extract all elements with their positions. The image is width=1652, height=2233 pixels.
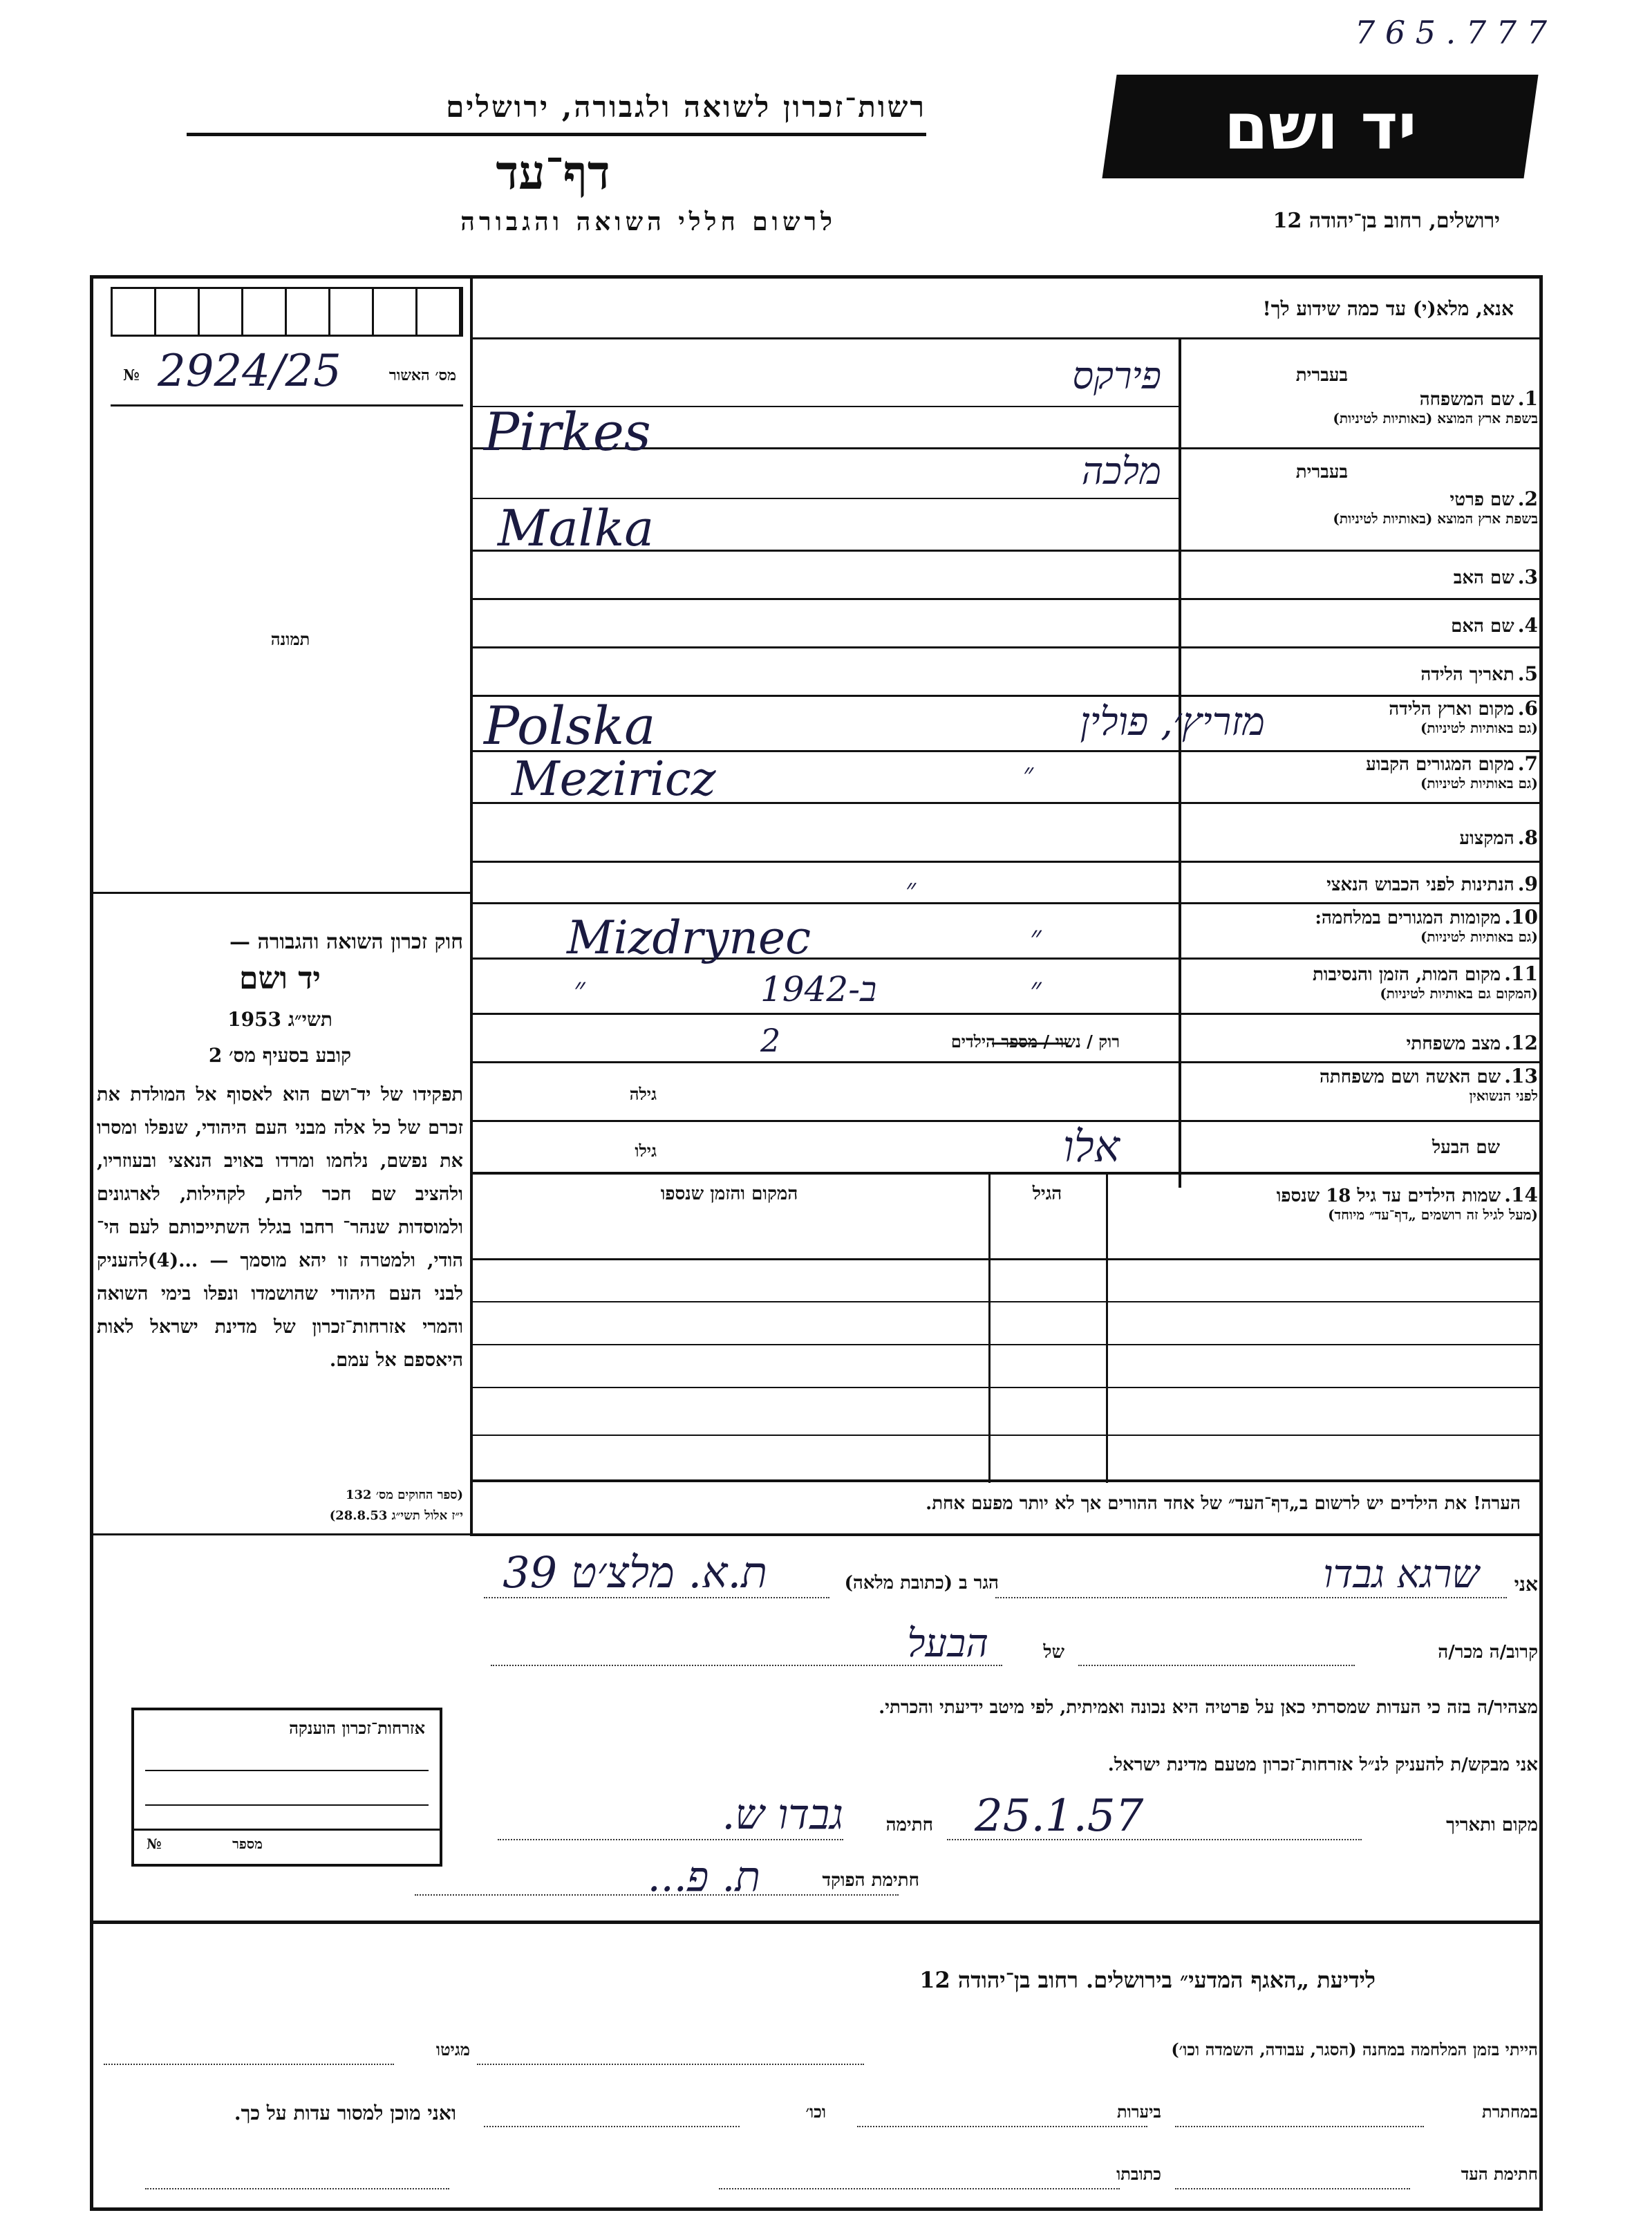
field-13-wife-age-label: גילה [629, 1084, 657, 1104]
field-husband-label-block [1154, 1137, 1500, 1158]
field-12-options: רוק / נשוי / מספר הילדים [950, 1031, 1120, 1052]
field-11-date: 1942-ב [760, 969, 877, 1009]
field-6-num: 6. [1517, 697, 1538, 720]
law-name: יד ושם [239, 961, 321, 996]
form-subtitle: לרשום חללי השואה והגבורה [460, 207, 836, 236]
footer-line2-dots-b [857, 2126, 1147, 2127]
field-6-label: מקום וארץ הלידה [1389, 699, 1514, 720]
footer-line1-dots-a [477, 2064, 864, 2065]
children-row-2 [470, 1344, 1541, 1345]
field-6-hebrew-value: מזריץ׳, פולין [1080, 700, 1265, 745]
instruction-underline [470, 337, 1541, 339]
field-5-label: תאריך הלידה [1420, 664, 1514, 685]
decl-signature-line [498, 1839, 843, 1840]
field-9-label-block [1192, 872, 1538, 895]
field-2-hebrew-value: מלכה [1081, 449, 1161, 493]
footer-line3-dots-a [1175, 2188, 1410, 2189]
field-12-strike [992, 1043, 1068, 1045]
field-10-label-block [1192, 906, 1538, 946]
field-1-latin-value: Pirkes [484, 401, 651, 463]
field-10-latin-value: Mizdrynec [567, 911, 811, 964]
footer-line2-c: וכו׳ [805, 2102, 826, 2122]
row-line-3 [470, 598, 1541, 600]
decl-place-date-label: מקום ותאריך [1446, 1815, 1538, 1835]
field-3-label: שם האב [1453, 568, 1514, 588]
decl-relative-line [1078, 1665, 1355, 1666]
decl-date-value: 25.1.57 [975, 1791, 1144, 1842]
field-7-latin-value: Meziricz [511, 752, 716, 807]
row-line-4 [470, 646, 1541, 648]
logo-text: יד ושם [1223, 89, 1417, 164]
field-12-label: מצב משפחתי [1406, 1034, 1501, 1054]
hebrew-subcol-1 [1179, 337, 1181, 407]
left-column-bottom [90, 1533, 470, 1535]
decl-address-value: ת.א. מלצ׳ט 39 [503, 1547, 767, 1598]
decl-relation-line [491, 1665, 1002, 1666]
footer-line1-dots-b [104, 2064, 394, 2065]
children-row-0 [470, 1258, 1541, 1260]
field-1-hebrew-value: פירקס [1072, 354, 1161, 398]
approval-underline [111, 404, 463, 407]
field-9-num: 9. [1517, 872, 1538, 895]
row-line-8 [470, 861, 1541, 863]
approval-grid [111, 287, 463, 337]
field-1-sub: בשפת ארץ המוצא (באותיות לטיניות) [1333, 410, 1538, 427]
footer-line2-d: ואני מוכן למסור עדות על כך. [234, 2102, 456, 2124]
footer-line3-dots-c [145, 2188, 449, 2189]
field-husband-value: אלו [1062, 1121, 1120, 1172]
remark: הערה! את הילדים יש לרשום ב„דף־העד״ של אחד ההורים אך לא יותר מפעם אחת. [926, 1493, 1521, 1514]
field-3-label-block [1192, 566, 1538, 588]
org-line: רשות־זכרון לשואה ולגבורה, ירושלים [446, 90, 926, 124]
children-col-2 [988, 1172, 991, 1483]
footer-line3-a: חתימת העד [1461, 2164, 1538, 2184]
children-note: (מעל לגיל זה רושמים „דף־עד״ מיוחד) [1328, 1206, 1538, 1223]
field-5-label-block [1192, 662, 1538, 685]
field-7-label: מקום המגורים הקבוע [1366, 754, 1514, 775]
photo-label: תמונה [270, 629, 310, 649]
field-13-label-block [1192, 1065, 1538, 1105]
field-1-label-block [1192, 387, 1538, 427]
field-2-latin-value: Malka [498, 499, 655, 557]
photo-bottom [90, 892, 470, 894]
field-13-label: שם האשה ושם משפחתה [1319, 1067, 1501, 1087]
field-11-num: 11. [1504, 962, 1538, 985]
decl-request: אני מבקש/ת להעניק לנ״ל אזרחות־זכרון מטעם מדינת ישראל. [1107, 1755, 1538, 1775]
footer-title: לידיעת „האגף המדעי״ בירושלים. רחוב בן־יהודה 12 [919, 1967, 1376, 1993]
decl-lives-label: הגר ב (כתובת מלאה) [844, 1573, 999, 1594]
field-4-num: 4. [1517, 614, 1538, 637]
children-num: 14. [1504, 1184, 1538, 1206]
field-9-label: הנתינות לפני הכבוש הנאצי [1326, 875, 1514, 895]
decl-signature-label: חתימה [885, 1815, 933, 1835]
children-title-block [1096, 1184, 1538, 1224]
field-10-sub: (גם באותיות לטיניות) [1420, 928, 1538, 945]
field-2-sub: בשפת ארץ המוצא (באותיות לטיניות) [1333, 510, 1538, 527]
row-line-11 [470, 1013, 1541, 1015]
law-source-2: י״ז אלול תשי״ג 28.8.53) [329, 1508, 463, 1523]
field-8-label-block [1192, 826, 1538, 849]
certificate-no: № [147, 1835, 162, 1852]
law-year: תשי״ג 1953 [227, 1008, 332, 1031]
certificate-title: אזרחות־זכרון הוענקה [289, 1718, 425, 1738]
footer-line1-a: הייתי בזמן המלחמה במחנה (הסגר, עבודה, השמדה וכו׳) [1171, 2039, 1538, 2059]
field-11-label: מקום המות, הזמן והנסיבות [1312, 964, 1501, 985]
field-10-label: מקומות המגורים במלחמה: [1315, 908, 1501, 928]
field-6-latin-value: Polska [484, 695, 656, 756]
law-text: תפקידו של יד־ושם הוא לאסוף אל המולדת את זכרם של כל אלה מבני העם היהודי, שנפלו ומסרו את נפשם, נלחמו ומרדו באויב הנאצי ובעוזריו, ולהציב שם חכר להם, לקהילות, לארגונים ולמוסדות שנהר־ רחבו בגלל השתייכותם לעם הי־ הודי, ולמטרה זו יהא מוסמך — ...(4)להעניק לבני העם היהודי שהושמדו ונפלו בימי השואה והמרי אזרחות־זכרון של מדינת ישראל לאות היאספם אל עמם. [97, 1084, 463, 1371]
field-12-num: 12. [1504, 1031, 1538, 1054]
footer-line2-a: במחתרת [1481, 2102, 1538, 2122]
field-11-mark-a: ״ [574, 971, 585, 1007]
org-underline [187, 133, 926, 136]
yad-vashem-logo [1102, 75, 1538, 178]
field-7-sub: (גם באותיות לטיניות) [1420, 775, 1538, 792]
children-row-3 [470, 1387, 1541, 1388]
children-table-bottom [470, 1479, 1541, 1482]
label-column-divider [1179, 337, 1181, 1188]
field-6-sub: (גם באותיות לטיניות) [1420, 720, 1538, 736]
law-title: חוק זכרון השואה והגבורה — [229, 930, 463, 954]
field-8-num: 8. [1517, 826, 1538, 849]
approval-value: 2924/25 [158, 346, 341, 397]
field-7-label-block [1192, 752, 1538, 792]
children-col-age: הגיל [1032, 1184, 1062, 1204]
row-line-12 [470, 1061, 1541, 1063]
footer-line3-b: כתובתו [1116, 2164, 1161, 2184]
field-13-sub: לפני הנשואין [1469, 1087, 1538, 1104]
field-4-label: שם האם [1451, 616, 1514, 637]
field-12-label-block [1192, 1031, 1538, 1054]
footer-line1-b: מגיטו [435, 2039, 470, 2059]
field-2-hebrew-label: בעברית [1295, 462, 1348, 483]
decl-officer-label: חתימת הפוקד [822, 1870, 919, 1891]
certificate-line-1 [145, 1770, 429, 1771]
field-1-hebrew-label: בעברית [1295, 365, 1348, 386]
field-7-hebrew-value: ״ [1023, 758, 1034, 790]
field-3-num: 3. [1517, 566, 1538, 588]
field-9-value: ״ [905, 873, 917, 905]
field-1-label: שם המשפחה [1419, 389, 1514, 410]
field-2-label-block [1192, 487, 1538, 527]
approval-label: מס׳ האשור [388, 366, 456, 384]
children-row-4 [470, 1435, 1541, 1436]
corner-archive-number: 7 6 5 . 7 7 7 [1355, 14, 1547, 51]
decl-officer-value: ת. פ... [647, 1853, 760, 1901]
field-11-sub: (המקום גם באותיות לטיניות) [1380, 985, 1538, 1002]
decl-signature-value: גבדו ש. [722, 1791, 843, 1839]
law-source-1: (ספר החוקים מס׳ 132 [345, 1488, 463, 1502]
footer-line2-b: ביערות [1116, 2102, 1161, 2122]
children-col-place: המקום והזמן שנספו [660, 1184, 798, 1204]
field-2-num: 2. [1517, 487, 1538, 510]
instruction: אנא, מלא(י) עד כמה שידוע לך! [1262, 297, 1514, 320]
field-1-num: 1. [1517, 387, 1538, 410]
field-2-label: שם פרטי [1449, 489, 1514, 510]
footer-line2-dots-a [1175, 2126, 1424, 2127]
field-7-num: 7. [1517, 752, 1538, 775]
approval-no: № [123, 366, 140, 384]
field-12-children: 2 [760, 1022, 781, 1059]
children-row-1 [470, 1301, 1541, 1302]
decl-statement: מצהיר/ה בזה כי העדות שמסרתי כאן על פרטיה היא נכונה ואמיתית, לפי מיטב ידיעתי והכרתי. [879, 1697, 1538, 1718]
field-13-num: 13. [1504, 1065, 1538, 1087]
field-10-mark: ״ [1030, 919, 1042, 955]
field-4-label-block [1192, 614, 1538, 637]
decl-relation-value: הבעל [907, 1621, 988, 1666]
decl-of-label: של [1043, 1642, 1064, 1663]
decl-i-line [995, 1597, 1507, 1598]
decl-date-line [947, 1839, 1362, 1840]
law-clause: קובע בסעיף מס׳ 2 [208, 1044, 352, 1067]
decl-i-label: אני [1514, 1573, 1538, 1596]
footer-line3-dots-b [719, 2188, 1120, 2189]
decl-i-value: שרגא גבדו [1323, 1552, 1479, 1597]
form-title: דף־עד [496, 145, 610, 200]
certificate-serial: מספר [232, 1835, 263, 1852]
field-husband-label: שם הבעל [1432, 1137, 1500, 1158]
decl-officer-line [415, 1894, 899, 1896]
certificate-line-2 [145, 1804, 429, 1806]
decl-address-line [484, 1597, 829, 1598]
footer-line2-dots-c [484, 2126, 740, 2127]
address: ירושלים, רחוב בן־יהודה 12 [1273, 209, 1500, 233]
decl-relative-label: קרוב/ה מכר/ה [1438, 1642, 1538, 1663]
row-line-9 [470, 902, 1541, 904]
certificate-line-3 [131, 1829, 442, 1831]
field-5-num: 5. [1517, 662, 1538, 685]
children-title: שמות הילדים עד גיל 18 שנספו [1276, 1186, 1501, 1206]
field-husband-age-label: גילו [635, 1141, 657, 1161]
remark-bottom [470, 1533, 1541, 1536]
footer-divider [90, 1921, 1543, 1924]
field-11-mark-b: ״ [1030, 971, 1042, 1007]
field-11-label-block [1192, 962, 1538, 1002]
field-10-num: 10. [1504, 906, 1538, 928]
field-8-label: המקצוע [1459, 828, 1514, 849]
